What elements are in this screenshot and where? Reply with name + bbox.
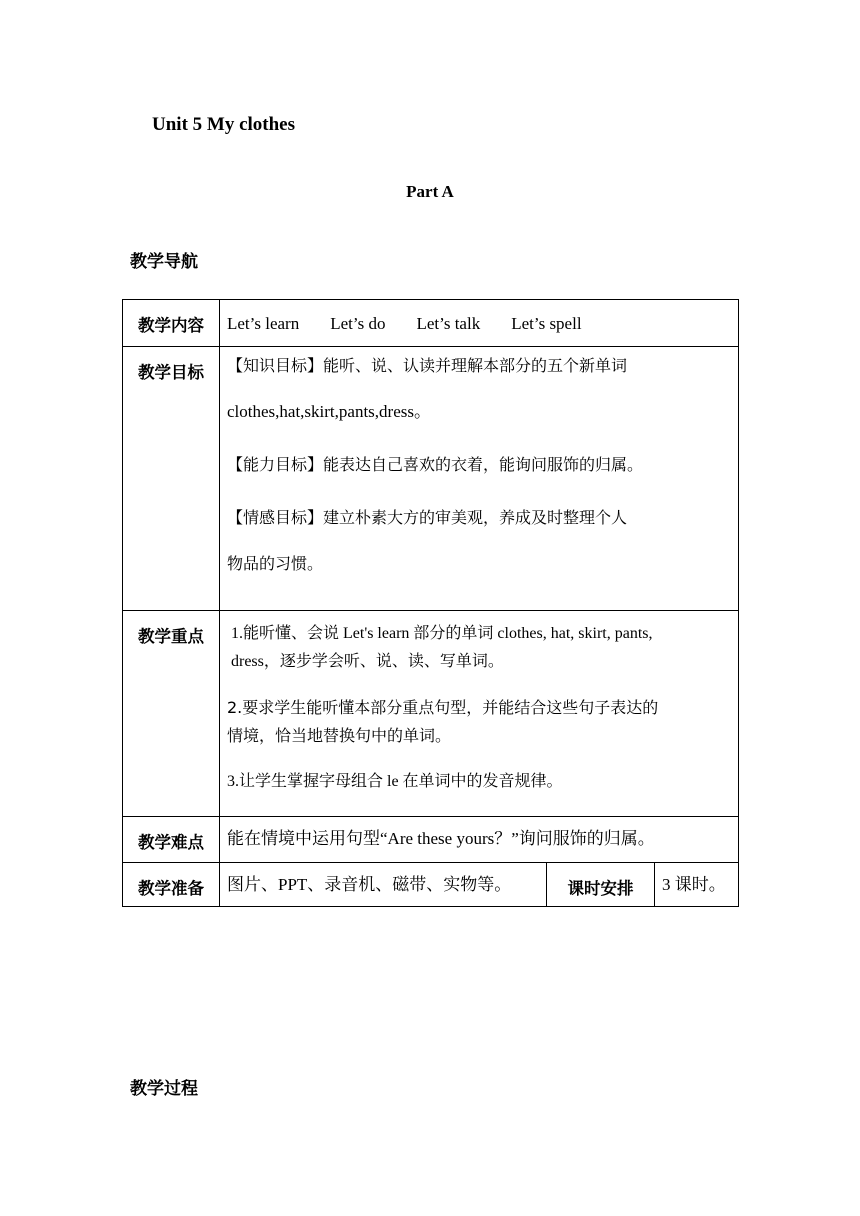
- emotion-goal-line1: 【情感目标】建立朴素大方的审美观，养成及时整理个人: [227, 508, 628, 527]
- key-point-2-line2: 情境，恰当地替换句中的单词。: [227, 726, 452, 745]
- key-point-1: [227, 611, 734, 676]
- preparation-text: [220, 863, 547, 907]
- teaching-navigation-heading: 教学导航: [130, 252, 198, 272]
- knowledge-goal-line1: 【知识目标】能听、说、认读并理解本部分的五个新单词: [227, 356, 628, 375]
- content-header: 教学内容: [123, 300, 220, 347]
- difficulties-row: [123, 817, 739, 863]
- key-point-3: 3.让学生掌握字母组合 le 在单词中的发音规律。: [227, 773, 563, 790]
- preparation-line: 图片、PPT、录音机、磁带、实物等。: [227, 875, 512, 894]
- emotion-goal: [227, 507, 734, 575]
- part-title: Part A: [406, 182, 454, 201]
- knowledge-goal-line2: clothes,hat,skirt,pants,dress。: [227, 402, 431, 421]
- preparation-row: [123, 863, 739, 907]
- preparation-header: 教学准备: [123, 863, 220, 907]
- content-item: Let’s talk: [416, 314, 481, 333]
- key-point-2-line1: 2.要求学生能听懂本部分重点句型，并能结合这些句子表达的: [227, 698, 659, 717]
- knowledge-goal: [227, 347, 734, 423]
- key-points-cell: [220, 611, 739, 817]
- ability-goal: 【能力目标】能表达自己喜欢的衣着，能询问服饰的归属。: [227, 455, 644, 474]
- schedule-line: 3 课时。: [662, 875, 726, 894]
- schedule-value: [655, 863, 739, 907]
- schedule-header: 课时安排: [547, 863, 655, 907]
- content-item: Let’s do: [330, 314, 386, 333]
- key-point-1-line2: dress，逐步学会听、说、读、写单词。: [231, 653, 504, 670]
- key-point-2: [227, 694, 734, 750]
- key-point-1-line1: 1.能听懂、会说 Let's learn 部分的单词 clothes, hat, skirt, pants,: [231, 625, 653, 642]
- key-points-header: 教学重点: [123, 611, 220, 817]
- difficulties-text: [220, 817, 739, 863]
- difficulties-line: 能在情境中运用句型“Are these yours？”询问服饰的归属。: [227, 829, 655, 848]
- difficulties-header: 教学难点: [123, 817, 220, 863]
- objectives-cell: [220, 347, 739, 611]
- content-items: [220, 300, 739, 347]
- key-points-row: [123, 611, 739, 817]
- unit-title: Unit 5 My clothes: [152, 114, 296, 135]
- content-item: Let’s learn: [227, 314, 300, 333]
- emotion-goal-line2: 物品的习惯。: [227, 554, 324, 573]
- lesson-plan-table: [122, 299, 739, 907]
- content-item: Let’s spell: [511, 314, 582, 333]
- objectives-row: [123, 347, 739, 611]
- teaching-process-heading: 教学过程: [130, 1079, 198, 1099]
- objectives-header: 教学目标: [123, 347, 220, 611]
- content-row: [123, 300, 739, 347]
